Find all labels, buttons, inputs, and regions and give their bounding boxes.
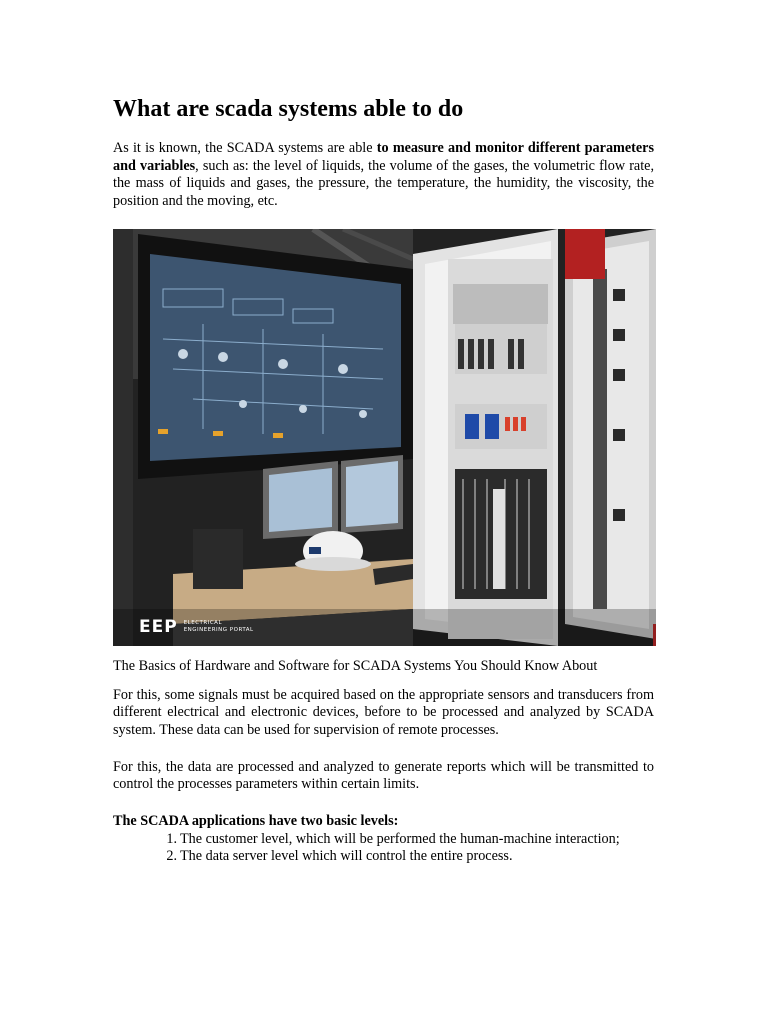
scada-control-room-photo: [113, 229, 656, 646]
list-item-number: 1.: [166, 830, 177, 847]
article-title: What are scada systems able to do: [113, 96, 464, 122]
levels-list: [113, 831, 654, 866]
eep-logo-line2: ENGINEERING PORTAL: [183, 626, 254, 633]
eep-logo-mark: EEP: [139, 616, 178, 637]
intro-text-end: , such as: the level of liquids, the volume of the gases, the volumetric flow rate, the mass of liquids and gases, the pressure, the temperature, the humidity, the viscosity, the position and the moving, etc.: [113, 157, 655, 210]
paragraph-signals: For this, some signals must be acquired based on the appropriate sensors and transducers from different electrical and electronic devices, before to be processed and analyzed by SCADA system. These data can be used for supervision of remote processes.: [113, 686, 654, 738]
intro-bold-text: to measure and monitor different parameters and variables: [113, 140, 654, 174]
eep-logo-text: [184, 620, 254, 634]
levels-heading: The SCADA applications have two basic levels:: [113, 813, 399, 830]
intro-paragraph: [113, 140, 654, 211]
list-item-number: 2.: [166, 848, 177, 865]
eep-logo-line1: ELECTRICAL: [183, 619, 223, 626]
list-item-text: The data server level which will control the entire process.: [180, 848, 513, 865]
article-body: [113, 92, 654, 866]
eep-logo: [139, 617, 254, 637]
list-item: [166, 848, 654, 866]
figure-caption: The Basics of Hardware and Software for SCADA Systems You Should Know About: [113, 657, 598, 674]
list-item-text: The customer level, which will be performed the human-machine interaction;: [180, 830, 620, 847]
list-item: [166, 830, 654, 849]
paragraph-processing: For this, the data are processed and analyzed to generate reports which will be transmitted to control the processes parameters within certain limits.: [113, 758, 654, 793]
intro-text-start: As it is known, the SCADA systems are able: [113, 140, 377, 156]
